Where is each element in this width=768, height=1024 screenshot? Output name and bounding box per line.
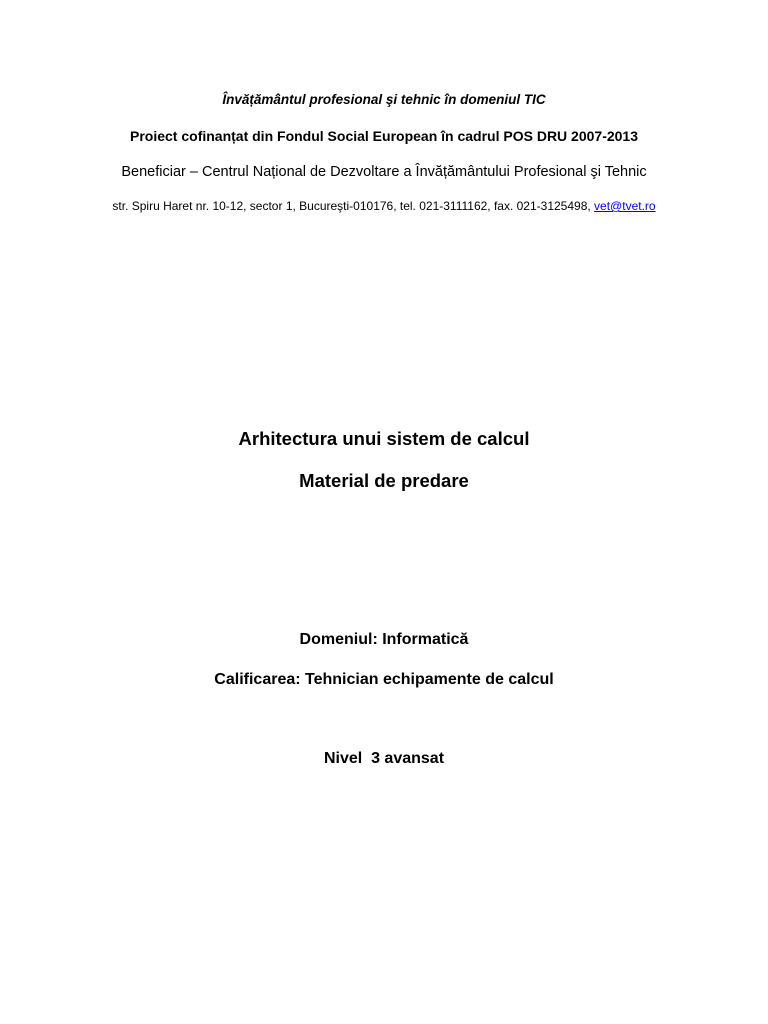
project-line: Proiect cofinanțat din Fondul Social European în cadrul POS DRU 2007-2013 [130, 128, 638, 144]
address-line [0, 197, 768, 215]
level-line: Nivel 3 avansat [323, 750, 445, 767]
qualification-line: Calificarea: Tehnician echipamente de calcul [214, 671, 554, 688]
document-title: Arhitectura unui sistem de calcul [238, 428, 530, 449]
beneficiary-line: Beneficiar – Centrul Național de Dezvoltare a Învățământului Profesional şi Tehnic [121, 164, 647, 180]
address-text: str. Spiru Haret nr. 10-12, sector 1, Bucureşti-010176, tel. 021-3111162, fax. 021-3125498, [112, 199, 595, 213]
domain-line: Domeniul: Informatică [299, 631, 469, 648]
document-subtitle: Material de predare [299, 470, 469, 491]
email-link[interactable]: vet@tvet.ro [594, 199, 656, 213]
program-heading: Învățământul profesional şi tehnic în domeniul TIC [222, 92, 546, 107]
